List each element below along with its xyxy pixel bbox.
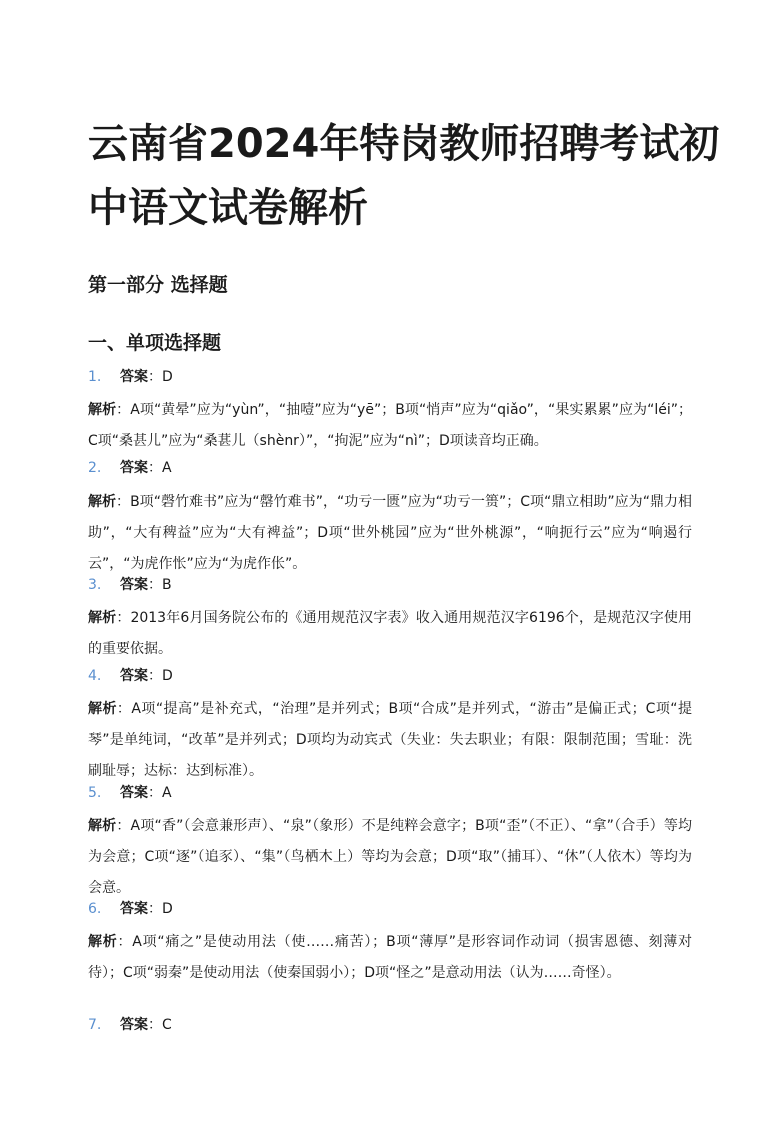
analysis-label: 解析: [88, 610, 117, 626]
analysis-text: ：A项“黄晕”应为“yùn”，“抽噎”应为“yē”；B项“悄声”应为“qiǎo”，“果实累累”应为“léi”；C项“桑甚儿”应为“桑葚儿（shènr）”，“拘泥”应为“nì”；D项读音均正确。: [88, 402, 692, 449]
analysis-label: 解析: [88, 818, 117, 834]
answer-label: 答案: [120, 785, 148, 801]
item-number: 3.: [88, 577, 102, 593]
analysis-paragraph: [88, 811, 692, 904]
answer-line: [88, 665, 173, 687]
item-number: 6.: [88, 901, 102, 917]
answer-value: ：B: [148, 577, 172, 593]
analysis-text: ：A项“提高”是补充式，“治理”是并列式；B项“合成”是并列式，“游击”是偏正式；C项“提琴”是单纯词，“改革”是并列式；D项均为动宾式（失业：失去职业；有限：限制范围；雪耻：洗刷耻辱；达标：达到标准）。: [88, 701, 693, 779]
analysis-label: 解析: [88, 494, 117, 510]
analysis-paragraph: [88, 395, 692, 457]
answer-line: [88, 898, 173, 920]
analysis-paragraph: [88, 603, 692, 665]
answer-line: [88, 366, 173, 388]
section-heading: 一、单项选择题: [88, 332, 222, 354]
answer-value: ：D: [148, 369, 173, 385]
analysis-label: 解析: [88, 701, 117, 717]
answer-label: 答案: [120, 460, 148, 476]
item-number: 7.: [88, 1017, 102, 1033]
answer-label: 答案: [120, 668, 148, 684]
answer-value: ：D: [148, 901, 173, 917]
item-number: 2.: [88, 460, 102, 476]
item-number: 1.: [88, 369, 102, 385]
answer-label: 答案: [120, 369, 148, 385]
item-number: 5.: [88, 785, 102, 801]
analysis-paragraph: [88, 487, 692, 580]
answer-line: [88, 574, 172, 596]
analysis-text: ：A项“香”（会意兼形声）、“泉”（象形）不是纯粹会意字；B项“歪”（不正）、“拿”（合手）等均为会意；C项“逐”（追豕）、“集”（鸟栖木上）等均为会意；D项“取”（捕耳）、“休”（人依木）等均为会意。: [88, 818, 693, 896]
answer-value: ：A: [148, 785, 172, 801]
document-title: 云南省2024年特岗教师招聘考试初中语文试卷解析: [88, 121, 720, 231]
answer-label: 答案: [120, 901, 148, 917]
answer-value: ：A: [148, 460, 172, 476]
answer-label: 答案: [120, 1017, 148, 1033]
answer-value: ：D: [148, 668, 173, 684]
answer-line: [88, 782, 172, 804]
answer-value: ：C: [148, 1017, 172, 1033]
part-heading: 第一部分 选择题: [88, 274, 228, 296]
analysis-text: ：2013年6月国务院公布的《通用规范汉字表》收入通用规范汉字6196个，是规范汉字使用的重要依据。: [88, 610, 693, 657]
analysis-text: ：A项“痛之”是使动用法（使……痛苦）；B项“薄厚”是形容词作动词（损害恩德、刻薄对待）；C项“弱秦”是使动用法（使秦国弱小）；D项“怪之”是意动用法（认为……奇怪）。: [88, 934, 693, 981]
answer-line: [88, 457, 172, 479]
item-number: 4.: [88, 668, 102, 684]
analysis-text: ：B项“磬竹难书”应为“罄竹难书”，“功亏一匮”应为“功亏一篑”；C项“鼎立相助”应为“鼎力相助”，“大有稗益”应为“大有裨益”；D项“世外桃园”应为“世外桃源”，“响扼行云”应为“响遏行云”，“为虎作怅”应为“为虎作伥”。: [88, 494, 692, 572]
analysis-label: 解析: [88, 934, 118, 950]
analysis-paragraph: [88, 927, 692, 989]
analysis-paragraph: [88, 694, 692, 787]
analysis-label: 解析: [88, 402, 117, 418]
answer-line: [88, 1014, 172, 1036]
answer-label: 答案: [120, 577, 148, 593]
